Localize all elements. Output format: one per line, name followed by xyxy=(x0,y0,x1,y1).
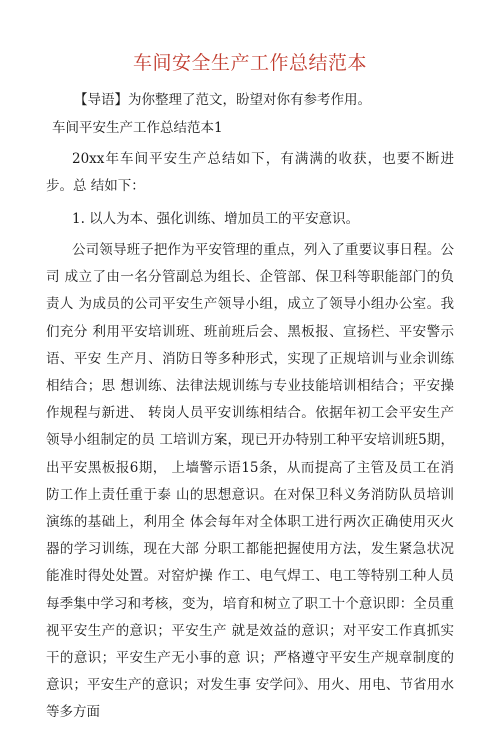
section-body: 公司领导班子把作为平安管理的重点，列入了重要议事日程。公司 成立了由一名分管副总为组长、企管部、保卫科等职能部门的负责人 为成员的公司平安生产领导小组，成立了领导小组办公室。我们充分 利用平安培训班、班前班后会、黑板报、宣扬栏、平安警示语、平安 生产月、消防日等多种形式，实现了正规培训与业余训练相结合；思 想训练、法律法规训练与专业技能培训相结合；平安操作规程与新进、 转岗人员平安训练相结合。依据年初工会平安生产领导小组制定的员 工培训方案，现已开办特别工种平安培训班5期，出平安黑板报6期， 上墙警示语15条，从而提高了主管及员工在消防工作上责任重于泰 山的思想意识。在对保卫科义务消防队员培训演练的基础上，利用全 体会每年对全体职工进行两次正确使用灭火器的学习训练，现在大部 分职工都能把握使用方法，发生紧急状况能准时得处处置。对窑炉操 作工、电气焊工、电工等特别工种人员每季集中学习和考核，变为，培育和树立了职工十个意识即：全员重视平安生产的意识；平安生产 就是效益的意识；对平安工作真抓实干的意识；平安生产无小事的意 识；严格遵守平安生产规章制度的意识；平安生产的意识；对发生事 安学问》、用火、用电、节省用水等多方面 xyxy=(46,242,454,721)
document-title: 车间安全生产工作总结范本 xyxy=(132,52,367,74)
section-subtitle: 车间平安生产工作总结范本1 xyxy=(52,120,223,136)
opening-paragraph: 20xx年车间平安生产总结如下，有满满的收获，也要不断进步。总 结如下： xyxy=(46,151,454,194)
intro-note: 【导语】为你整理了范文，盼望对你有参考作用。 xyxy=(74,92,371,108)
section-heading: 1. 以人为本、强化训练、增加员工的平安意识。 xyxy=(72,211,360,227)
